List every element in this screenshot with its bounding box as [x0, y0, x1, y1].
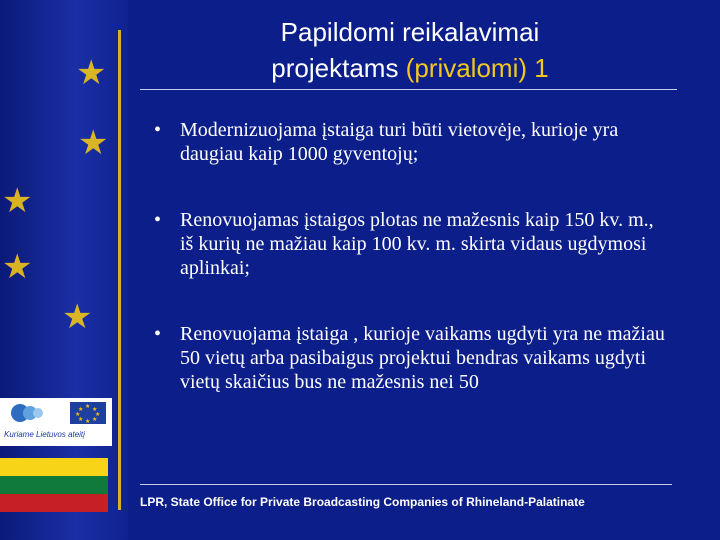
eu-star-icon: ★: [78, 124, 109, 162]
flag-stripe-red: [0, 494, 108, 512]
title-line-1: Papildomi reikalavimai: [280, 17, 540, 47]
gold-divider: [118, 30, 121, 510]
title-line-2: [150, 50, 670, 86]
bullet-text: Renovuojamas įstaigos plotas ne mažesnis kaip 150 kv. m., iš kurių ne mažiau kaip 100 kv. m. skirta vidaus ugdymosi aplinkai;: [180, 209, 654, 279]
eu-star-icon: ★: [2, 248, 33, 286]
eu-star-icon: ★: [76, 54, 107, 92]
slide-title: [150, 14, 670, 86]
program-logo-icon: [6, 402, 46, 424]
bullet-list: [150, 118, 670, 394]
list-item: [150, 118, 670, 166]
flag-stripe-yellow: [0, 458, 108, 476]
bullet-icon: •: [154, 323, 162, 345]
eu-star-icon: ★: [2, 182, 33, 220]
title-accent: (privalomi) 1: [405, 53, 549, 83]
bullet-text: Modernizuojama įstaiga turi būti vietovėje, kurioje yra daugiau kaip 1000 gyventojų;: [180, 119, 619, 165]
list-item: [150, 208, 670, 280]
eu-flag-icon: ★ ★ ★ ★ ★ ★ ★ ★: [70, 402, 106, 424]
eu-star-icon: ★: [62, 298, 93, 336]
bullet-icon: •: [154, 119, 162, 141]
logo-caption: Kuriame Lietuvos ateitį: [4, 430, 85, 439]
title-underline: [140, 89, 677, 90]
footer-text: LPR, State Office for Private Broadcasting Companies of Rhineland-Palatinate: [140, 495, 585, 509]
bullet-text: Renovuojama įstaiga , kurioje vaikams ugdyti yra ne mažiau 50 vietų arba pasibaigus projektui bendras vaikams ugdyti vietų skaičius bus ne mažesnis nei 50: [180, 323, 665, 393]
flag-stripe-green: [0, 476, 108, 494]
footer-rule: [140, 484, 672, 485]
title-line-2-text: projektams: [271, 53, 399, 83]
bullet-icon: •: [154, 209, 162, 231]
logo-panel: [0, 398, 112, 446]
list-item: [150, 322, 670, 394]
